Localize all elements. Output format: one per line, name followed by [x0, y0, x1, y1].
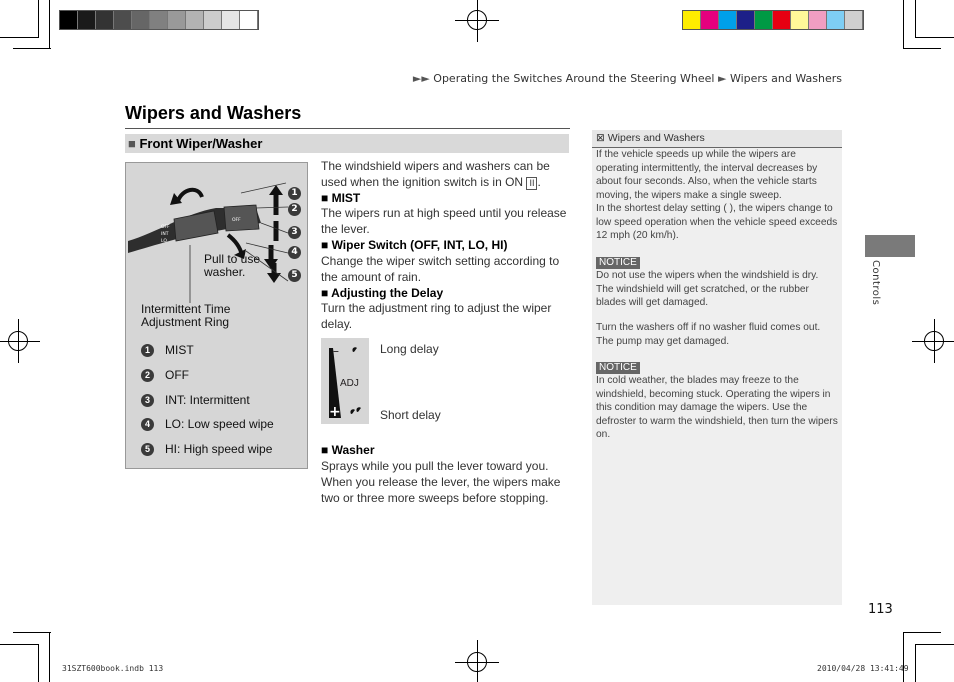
color-swatch [150, 11, 168, 29]
legend-item [141, 393, 250, 407]
footer-timestamp: 2010/04/28 13:41:49 [817, 664, 909, 673]
washer-heading: ■ Washer [321, 443, 375, 457]
short-delay-label: Short delay [380, 408, 441, 422]
plus-sign: + [329, 404, 341, 420]
legend-text: OFF [165, 368, 189, 382]
process-color-bar [682, 10, 864, 30]
notice-2-text: In cold weather, the blades may freeze to the windshield, becoming stuck. Operating the wipers in this condition may damage the wipers. Use the defroster to warm the windshield, then turn the wipers on. [596, 375, 838, 441]
lever-int-text: INT [161, 232, 169, 237]
breadcrumb-part2[interactable]: Wipers and Washers [729, 72, 842, 85]
color-swatch [755, 11, 773, 29]
notice-1-label: NOTICE [596, 257, 640, 269]
adj-label: ADJ [340, 378, 359, 389]
color-swatch [132, 11, 150, 29]
switch-heading: ■ Wiper Switch (OFF, INT, LO, HI) [321, 238, 508, 252]
long-delay-label: Long delay [380, 342, 439, 356]
crop-mark [49, 0, 50, 48]
callout-3: 3 [288, 226, 301, 239]
legend-number: 4 [141, 418, 154, 431]
controls-tab[interactable] [865, 235, 915, 257]
legend-item [141, 417, 274, 431]
section-header [125, 134, 569, 153]
title-rule [125, 128, 570, 129]
legend-item [141, 368, 189, 382]
registration-mark [0, 319, 40, 363]
crop-mark [915, 0, 916, 38]
sidebar-paragraph-2: In the shortest delay setting ( ), the wipers change to low speed operation when the vehicle speed exceeds 12 mph (20 km/h). [596, 203, 838, 242]
color-swatch [719, 11, 737, 29]
color-swatch [222, 11, 240, 29]
breadcrumb-separator: ► [718, 72, 727, 85]
color-swatch [78, 11, 96, 29]
intro-text: The windshield wipers and washers can be used when the ignition switch is in ON [321, 159, 550, 189]
color-swatch [204, 11, 222, 29]
breadcrumb-part1[interactable]: Operating the Switches Around the Steering Wheel [433, 72, 715, 85]
minus-sign: – [333, 344, 339, 358]
breadcrumb [400, 72, 842, 85]
section-marker: ■ [128, 136, 136, 151]
notice-2 [596, 361, 838, 375]
sidebar-head-title: Wipers and Washers [607, 132, 705, 144]
callout-1: 1 [288, 187, 301, 200]
color-swatch [240, 11, 258, 29]
crop-mark [915, 644, 954, 645]
sidebar-paragraph-3: Turn the washers off if no washer fluid comes out. The pump may get damaged. [596, 322, 821, 347]
crop-mark [49, 632, 50, 682]
controls-tab-label: Controls [870, 260, 881, 306]
color-swatch [845, 11, 863, 29]
washer-text: Sprays while you pull the lever toward you. When you release the lever, the wipers make two or three more sweeps before stopping. [321, 459, 561, 505]
intro-paragraph: The windshield wipers and washers can be used when the ignition switch is in ON II . [321, 159, 550, 189]
crop-mark [903, 632, 941, 633]
intermittent-ring-label: Intermittent Time Adjustment Ring [141, 302, 231, 329]
legend-text: LO: Low speed wipe [165, 417, 274, 431]
mist-text: The wipers run at high speed until you release the lever. [321, 206, 567, 236]
legend-text: INT: Intermittent [165, 393, 250, 407]
section-title: Front Wiper/Washer [139, 136, 263, 151]
legend-text: MIST [165, 343, 194, 357]
color-swatch [809, 11, 827, 29]
pull-to-use-washer-label: Pull to use washer. [204, 252, 261, 279]
sidebar-head-icon: ⊠ [596, 132, 605, 144]
color-swatch [96, 11, 114, 29]
legend-number: 3 [141, 394, 154, 407]
delay-heading: ■ Adjusting the Delay [321, 286, 444, 300]
lever-off-text: OFF [161, 225, 170, 230]
page-title: Wipers and Washers [125, 103, 302, 123]
crop-mark [903, 0, 904, 48]
color-swatch [773, 11, 791, 29]
crop-mark [903, 632, 904, 682]
switch-text: Change the wiper switch setting according to the amount of rain. [321, 254, 560, 284]
ignition-on-icon: II [526, 177, 537, 190]
callout-2: 2 [288, 203, 301, 216]
color-swatch [791, 11, 809, 29]
crop-mark [13, 48, 51, 49]
sidebar-notes [592, 130, 842, 605]
notice-1 [596, 256, 838, 270]
notice-1-text: Do not use the wipers when the windshield is dry. The windshield will get scratched, or the rubber blades will get damaged. [596, 270, 819, 309]
crop-mark [915, 37, 954, 38]
color-swatch [701, 11, 719, 29]
mist-heading: ■ MIST [321, 191, 361, 205]
crop-mark [38, 0, 39, 38]
callout-4: 4 [288, 246, 301, 259]
color-swatch [60, 11, 78, 29]
registration-mark [455, 0, 499, 42]
registration-mark [455, 640, 499, 682]
legend-item [141, 343, 194, 357]
lever-lo-text: LO [161, 239, 167, 244]
wiper-lever-illustration [126, 163, 309, 323]
crop-mark [903, 48, 941, 49]
crop-mark [915, 644, 916, 682]
color-swatch [683, 11, 701, 29]
crop-mark [0, 644, 38, 645]
color-swatch [827, 11, 845, 29]
footer-file-info: 31SZT600book.indb 113 [62, 664, 164, 673]
legend-number: 1 [141, 344, 154, 357]
legend-number: 2 [141, 369, 154, 382]
wiper-lever-figure [125, 162, 308, 469]
sidebar-paragraph-1: If the vehicle speeds up while the wipers are operating intermittently, the interval decreases by about four seconds. Also, when the vehicle starts moving, the wipers make a single sweep. [596, 149, 818, 201]
callout-5: 5 [288, 269, 301, 282]
color-swatch [737, 11, 755, 29]
delay-text: Turn the adjustment ring to adjust the wiper delay. [321, 301, 552, 331]
page-number: 113 [868, 602, 893, 617]
registration-mark [912, 319, 954, 363]
notice-2-label: NOTICE [596, 362, 640, 374]
legend-number: 5 [141, 443, 154, 456]
legend-text: HI: High speed wipe [165, 442, 273, 456]
crop-mark [0, 37, 38, 38]
gray-color-bar [59, 10, 259, 30]
sidebar-header [592, 130, 842, 148]
color-swatch [168, 11, 186, 29]
crop-mark [38, 644, 39, 682]
lever-off-text-2: OFF [232, 218, 241, 223]
breadcrumb-arrows: ►► [412, 72, 430, 85]
delay-ring-graphic [321, 338, 369, 424]
color-swatch [186, 11, 204, 29]
color-swatch [114, 11, 132, 29]
crop-mark [13, 632, 51, 633]
legend-item [141, 442, 272, 456]
